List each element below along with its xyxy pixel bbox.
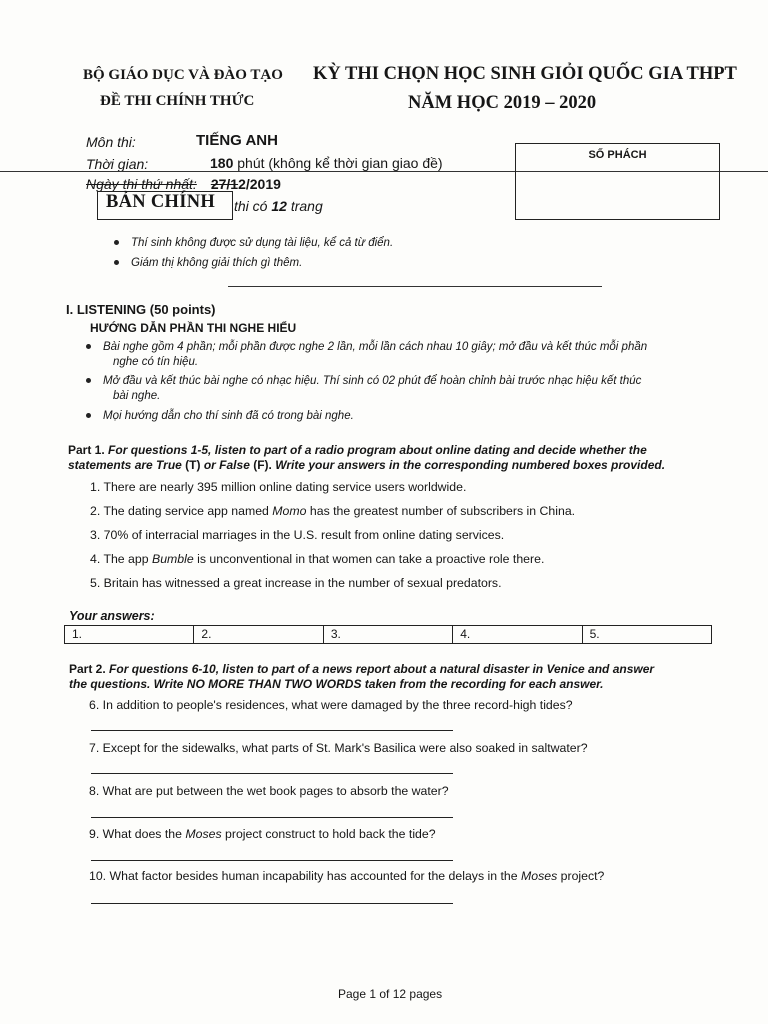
- part1-write-instruction: Write your answers in the corresponding numbered boxes provided.: [275, 458, 666, 472]
- question-item: 9. What does the Moses project construct to hold back the tide?: [89, 827, 436, 841]
- time-value: [210, 155, 443, 171]
- answer-line-6[interactable]: [91, 730, 453, 731]
- bullet-icon: [86, 378, 91, 383]
- ministry-name: BỘ GIÁO DỤC VÀ ĐÀO TẠO: [83, 67, 283, 83]
- page-count-number: 12: [271, 198, 287, 214]
- part1-instruction: [68, 443, 647, 457]
- sophach-box: [515, 143, 720, 220]
- stamp-text: BẢN CHÍNH: [106, 192, 216, 212]
- answer-box-3[interactable]: 3.: [323, 626, 452, 643]
- official-copy-stamp: [97, 191, 233, 220]
- rule-text: Giám thị không giải thích gì thêm.: [131, 257, 303, 269]
- bullet-icon: [86, 413, 91, 418]
- section-title: I. LISTENING (50 points): [66, 302, 216, 317]
- answer-line-10[interactable]: [91, 903, 453, 904]
- question-item: 7. Except for the sidewalks, what parts of St. Mark's Basilica were also soaked in saltwater?: [89, 741, 588, 755]
- part2-instruction-line2: [69, 677, 604, 691]
- part2-instruction-text: the questions. Write NO MORE THAN TWO WORDS taken from the recording for each answer.: [69, 677, 604, 691]
- subject-value: TIẾNG ANH: [196, 132, 278, 149]
- question-item: 6. In addition to people's residences, what were damaged by the three record-high tides?: [89, 698, 573, 712]
- answer-line-9[interactable]: [91, 860, 453, 861]
- part1-label: Part 1.: [68, 443, 105, 457]
- part1-instruction-line2: [68, 458, 665, 472]
- part2-instruction: [69, 662, 654, 676]
- instruction-text-cont: nghe có tín hiệu.: [113, 356, 199, 368]
- question-item: 3. 70% of interracial marriages in the U.S. result from online dating services.: [90, 528, 505, 542]
- date-label: Ngày thi thứ nhất:: [86, 176, 197, 192]
- date-struck: 27/1: [210, 176, 239, 192]
- date-value: 2/2019: [238, 176, 281, 192]
- rule-item: [114, 237, 393, 249]
- answer-line-7[interactable]: [91, 773, 453, 774]
- instruction-text-cont: bài nghe.: [113, 390, 161, 402]
- bullet-icon: [114, 240, 119, 245]
- instruction-item: [86, 341, 647, 353]
- answer-box-4[interactable]: 4.: [452, 626, 581, 643]
- subject-label: Môn thi:: [86, 134, 136, 150]
- instruction-item: [86, 375, 641, 387]
- rules-divider: [228, 286, 602, 287]
- question-item: 8. What are put between the wet book pages to absorb the water?: [89, 784, 449, 798]
- time-minutes: 180: [210, 155, 234, 171]
- official-exam-label: ĐỀ THI CHÍNH THỨC: [100, 93, 255, 109]
- instruction-text: Bài nghe gồm 4 phần; mỗi phần được nghe 2 lần, mỗi lần cách nhau 10 giây; mở đầu và kết thúc mỗi phần: [103, 341, 648, 353]
- page-count-note: [234, 198, 323, 214]
- answers-label: Your answers:: [69, 609, 155, 623]
- part1-true-code: (T): [181, 458, 204, 472]
- answer-table: [64, 625, 712, 644]
- bullet-icon: [86, 344, 91, 349]
- page-count-prefix: thi có: [234, 198, 272, 214]
- answer-box-2[interactable]: 2.: [193, 626, 322, 643]
- time-label: Thời gian:: [86, 156, 149, 172]
- rule-text: Thí sinh không được sử dụng tài liệu, kể cả từ điển.: [131, 237, 394, 249]
- exam-year: NĂM HỌC 2019 – 2020: [408, 93, 597, 113]
- part1-instruction-line1: For questions 1-5, listen to part of a radio program about online dating and decide whether the: [108, 443, 647, 457]
- instruction-text: Mọi hướng dẫn cho thí sinh đã có trong bài nghe.: [103, 410, 354, 422]
- part1-false-code: (F).: [249, 458, 276, 472]
- bullet-icon: [114, 260, 119, 265]
- page-count-suffix: trang: [286, 198, 323, 214]
- question-item: 4. The app Bumble is unconventional in that women can take a proactive role there.: [90, 552, 545, 566]
- part2-instruction-line1: For questions 6-10, listen to part of a news report about a natural disaster in Venice and answer: [109, 662, 655, 676]
- rule-item: [114, 257, 302, 269]
- page-number: Page 1 of 12 pages: [338, 987, 443, 1001]
- part1-false-text: or False: [203, 458, 250, 472]
- part1-true-text: statements are True: [68, 458, 182, 472]
- section-subtitle: HƯỚNG DẪN PHẦN THI NGHE HIỂU: [90, 321, 297, 335]
- sophach-label: SỐ PHÁCH: [588, 149, 647, 161]
- question-item: 1. There are nearly 395 million online dating service users worldwide.: [90, 480, 467, 494]
- instruction-text: Mở đầu và kết thúc bài nghe có nhạc hiệu. Thí sinh có 02 phút để hoàn chỉnh bài trước nhạc hiệu kết thúc: [103, 375, 642, 387]
- instruction-item: [86, 410, 354, 422]
- date-row: [86, 176, 281, 192]
- question-item: 10. What factor besides human incapability has accounted for the delays in the Moses project?: [89, 869, 605, 883]
- exam-title: KỲ THI CHỌN HỌC SINH GIỎI QUỐC GIA THPT: [313, 64, 737, 84]
- part2-label: Part 2.: [69, 662, 106, 676]
- question-item: 2. The dating service app named Momo has the greatest number of subscribers in China.: [90, 504, 576, 518]
- time-note: phút (không kể thời gian giao đề): [233, 155, 443, 171]
- answer-box-1[interactable]: 1.: [72, 627, 83, 641]
- answer-line-8[interactable]: [91, 817, 453, 818]
- question-item: 5. Britain has witnessed a great increase in the number of sexual predators.: [90, 576, 502, 590]
- answer-box-5[interactable]: 5.: [582, 626, 711, 643]
